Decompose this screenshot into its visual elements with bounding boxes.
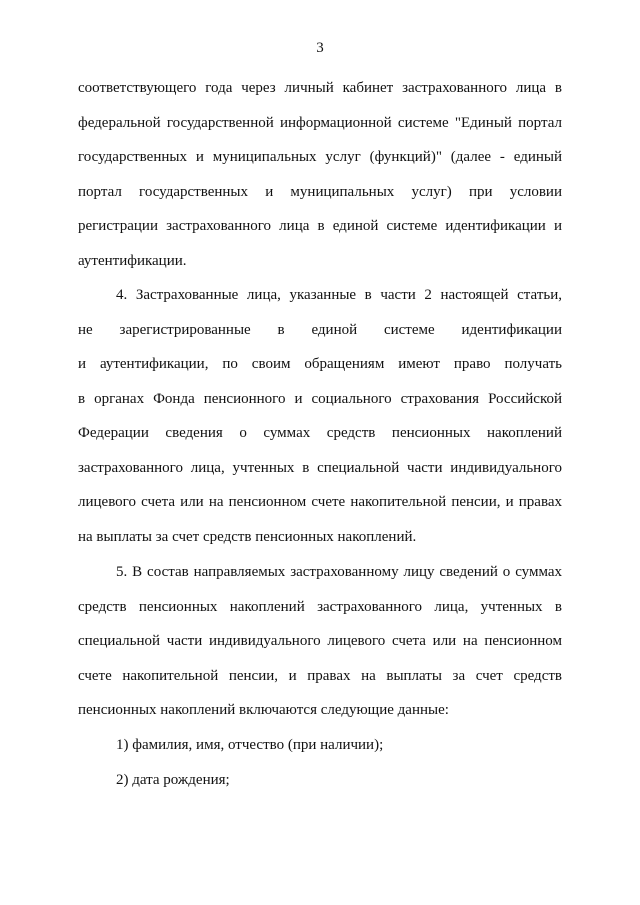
text-line: регистрации застрахованного лица в единой системе идентификации и <box>78 218 562 234</box>
text-line: соответствующего года через личный кабинет застрахованного лица в <box>78 80 562 96</box>
text-line: портал государственных и муниципальных услуг) при условии <box>78 184 562 200</box>
text-line: 4. Застрахованные лица, указанные в части 2 настоящей статьи, <box>116 287 562 303</box>
text-line: не зарегистрированные в единой системе идентификации <box>78 322 562 338</box>
text-line: Федерации сведения о суммах средств пенсионных накоплений <box>78 425 562 441</box>
text-line: 5. В состав направляемых застрахованному лицу сведений о суммах <box>116 564 562 580</box>
text-line: государственных и муниципальных услуг (функций)" (далее - единый <box>78 149 562 165</box>
text-line: специальной части индивидуального лицевого счета или на пенсионном <box>78 633 562 649</box>
text-line: средств пенсионных накоплений застрахованного лица, учтенных в <box>78 599 562 615</box>
text-line: на выплаты за счет средств пенсионных накоплений. <box>78 529 417 545</box>
page-number: 3 <box>316 40 324 56</box>
text-line: в органах Фонда пенсионного и социального страхования Российской <box>78 391 562 407</box>
list-item: 2) дата рождения; <box>116 772 230 788</box>
text-line: аутентификации. <box>78 253 187 269</box>
text-line: лицевого счета или на пенсионном счете накопительной пенсии, и правах <box>78 494 562 510</box>
list-item: 1) фамилия, имя, отчество (при наличии); <box>116 737 384 753</box>
text-line: федеральной государственной информационной системе "Единый портал <box>78 115 562 131</box>
text-line: пенсионных накоплений включаются следующие данные: <box>78 702 449 718</box>
text-line: и аутентификации, по своим обращениям имеют право получать <box>78 356 562 372</box>
text-line: застрахованного лица, учтенных в специальной части индивидуального <box>78 460 562 476</box>
text-line: счете накопительной пенсии, и правах на выплаты за счет средств <box>78 668 562 684</box>
